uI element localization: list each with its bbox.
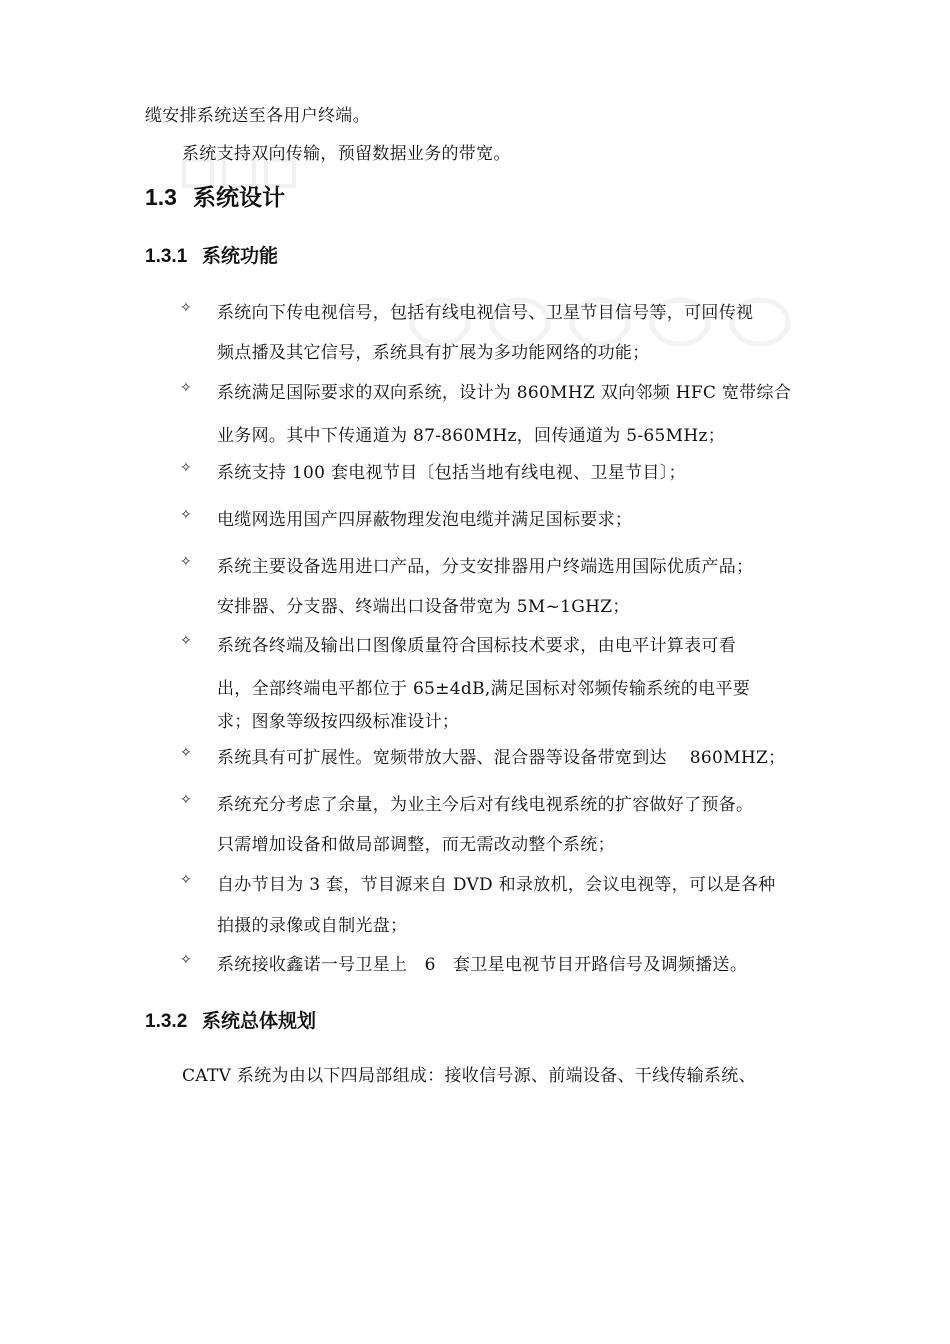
list-item-line: 系统接收鑫诺一号卫星上 6 套卫星电视节目开路信号及调频播送。	[217, 955, 748, 975]
diamond-star-icon: ✧	[180, 792, 192, 808]
list-item-line: 出，全部终端电平都位于 65±4dB,满足国标对邻频传输系统的电平要	[217, 679, 751, 699]
diamond-star-icon: ✧	[180, 460, 192, 476]
subsection-1-title: 系统功能	[202, 246, 279, 267]
intro-line-1: 缆安排系统送至各用户终端。	[145, 106, 370, 126]
list-item-line: 频点播及其它信号，系统具有扩展为多功能网络的功能；	[217, 343, 650, 363]
list-item-line: 电缆网选用国产四屏蔽物理发泡电缆并满足国标要求；	[217, 510, 633, 530]
list-item-line: 系统具有可扩展性。宽频带放大器、混合器等设备带宽到达 860MHZ；	[217, 748, 786, 768]
list-item-line: 自办节目为 3 套，节目源来自 DVD 和录放机，会议电视等，可以是各种	[217, 875, 776, 895]
diamond-star-icon: ✧	[180, 633, 192, 649]
section-number: 1.3	[145, 184, 177, 210]
list-item-line: 系统各终端及输出口图像质量符合国标技术要求，由电平计算表可看	[217, 636, 736, 656]
section-heading	[145, 182, 285, 212]
diamond-star-icon: ✧	[180, 872, 192, 888]
subsection-heading-1	[145, 244, 278, 270]
subsection-2-title: 系统总体规划	[202, 1011, 317, 1032]
diamond-star-icon: ✧	[180, 300, 192, 316]
subsection-1-number: 1.3.1	[145, 246, 188, 267]
list-item-line: 系统满足国际要求的双向系统，设计为 860MHZ 双向邻频 HFC 宽带综合	[217, 383, 792, 403]
list-item-line: 系统充分考虑了余量，为业主今后对有线电视系统的扩容做好了预备。	[217, 795, 754, 815]
list-item-line: 系统向下传电视信号，包括有线电视信号、卫星节目信号等，可回传视	[217, 303, 754, 323]
list-item-line: 拍摄的录像或自制光盘；	[217, 916, 408, 936]
list-item-line: 系统支持 100 套电视节目〔包括当地有线电视、卫星节目〕；	[217, 463, 686, 483]
diamond-star-icon: ✧	[180, 554, 192, 570]
diamond-star-icon: ✧	[180, 952, 192, 968]
list-item-line: 只需增加设备和做局部调整，而无需改动整个系统；	[217, 835, 615, 855]
diamond-star-icon: ✧	[180, 745, 192, 761]
subsection-2-number: 1.3.2	[145, 1011, 188, 1032]
intro-line-2: 系统支持双向传输，预留数据业务的带宽。	[182, 144, 511, 164]
diamond-star-icon: ✧	[180, 507, 192, 523]
list-item-line: 安排器、分支器、终端出口设备带宽为 5M~1GHZ；	[217, 597, 630, 617]
diamond-star-icon: ✧	[180, 380, 192, 396]
subsection-heading-2	[145, 1009, 316, 1035]
list-item-line: 求；图象等级按四级标准设计；	[217, 712, 460, 732]
list-item-line: 系统主要设备选用进口产品，分支安排器用户终端选用国际优质产品；	[217, 557, 754, 577]
outro-line-1: CATV 系统为由以下四局部组成：接收信号源、前端设备、干线传输系统、	[182, 1066, 756, 1086]
section-title: 系统设计	[193, 184, 285, 210]
list-item-line: 业务网。其中下传通道为 87-860MHz，回传通道为 5-65MHz；	[217, 426, 725, 446]
